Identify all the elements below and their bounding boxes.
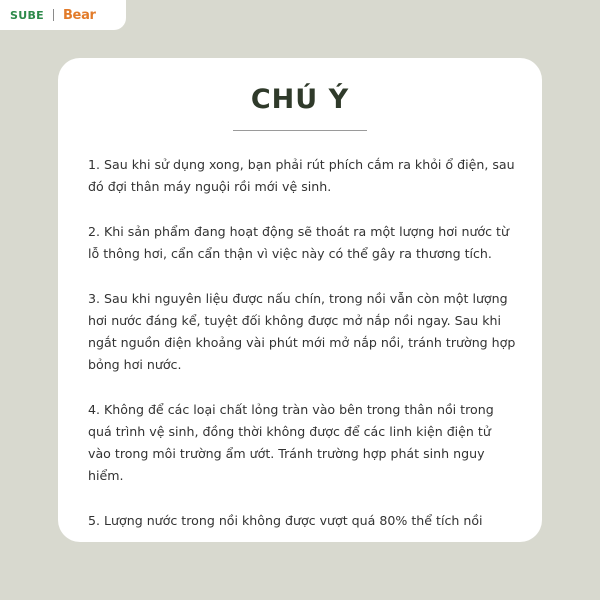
note-item: 5. Lượng nước trong nồi không được vượt quá 80% thể tích nồi [88, 513, 483, 528]
note-item: 2. Khi sản phẩm đang hoạt động sẽ thoát ra một lượng hơi nước từ lỗ thông hơi, cẩn cẩn thận vì việc này có thể gây ra thương tích. [88, 224, 509, 261]
note-item: 1. Sau khi sử dụng xong, bạn phải rút phích cắm ra khỏi ổ điện, sau đó đợi thân máy nguội rồi mới vệ sinh. [88, 157, 515, 194]
note-item: 3. Sau khi nguyên liệu được nấu chín, trong nồi vẫn còn một lượng hơi nước đáng kể, tuyệt đối không được mở nắp nồi ngay. Sau khi ngắt nguồn điện khoảng vài phút mới mở nắp nồi, tránh trường hợp bỏng hơi nước. [88, 291, 516, 372]
title-divider [233, 130, 367, 131]
logo-divider [53, 9, 54, 21]
note-item: 4. Không để các loại chất lỏng tràn vào bên trong thân nồi trong quá trình vệ sinh, đồng thời không được để các linh kiện điện tử vào trong môi trường ẩm ướt. Tránh trường hợp phát sinh nguy hiểm. [88, 402, 494, 483]
notes-list [88, 154, 516, 555]
notice-card [58, 58, 542, 542]
bear-logo: Bear [62, 7, 96, 23]
brand-bar [0, 0, 126, 30]
notice-title: CHÚ Ý [250, 84, 350, 115]
sube-logo: SUBE [10, 8, 44, 22]
